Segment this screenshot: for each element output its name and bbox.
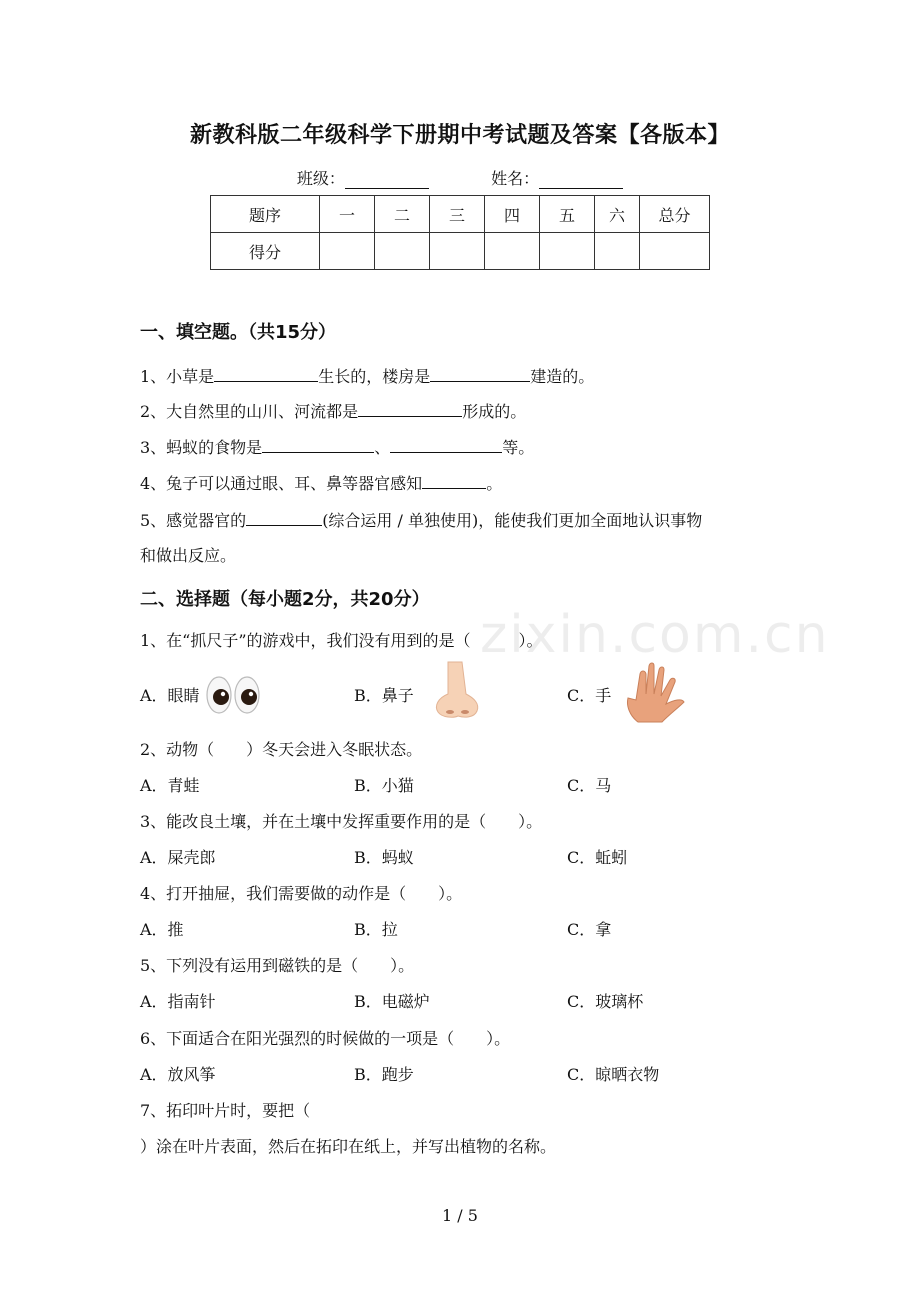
- score-input-cell: [375, 233, 430, 270]
- answer-blank: [214, 365, 318, 382]
- option-c: C．马: [567, 776, 612, 795]
- option-b: B．电磁炉: [354, 992, 430, 1011]
- score-input-cell: [595, 233, 640, 270]
- option-b: B．鼻子: [354, 686, 414, 705]
- score-cell: 题序: [211, 196, 320, 233]
- option-b: B．蚂蚁: [354, 848, 414, 867]
- option-a: A．眼睛: [140, 686, 200, 705]
- q-text: 建造的。: [530, 367, 595, 386]
- q-text: 形成的。: [462, 402, 527, 421]
- eyes-icon: [204, 674, 262, 716]
- choice-question-3: 3、能改良土壤，并在土壤中发挥重要作用的是（ ）。: [140, 812, 543, 831]
- option-c: C．玻璃杯: [567, 992, 644, 1011]
- class-blank: [345, 170, 429, 189]
- choice-question-6: 6、下面适合在阳光强烈的时候做的一项是（ ）。: [140, 1029, 511, 1048]
- option-a: A．推: [140, 920, 184, 939]
- choice-question-1: 1、在“抓尺子”的游戏中，我们没有用到的是（ ）。: [140, 631, 543, 650]
- q-text: 生长的，楼房是: [318, 367, 431, 386]
- score-cell: 二: [375, 196, 430, 233]
- option-a: A．指南针: [140, 992, 216, 1011]
- option-a: A．青蛙: [140, 776, 200, 795]
- watermark: zixin.com.cn: [480, 605, 830, 665]
- hand-icon: [616, 660, 686, 726]
- q-text: 。: [486, 474, 503, 493]
- score-input-cell: [640, 233, 710, 270]
- score-input-cell: [430, 233, 485, 270]
- q-text: 2、大自然里的山川、河流都是: [140, 402, 359, 421]
- class-name-line: [0, 166, 920, 189]
- nose-icon: [432, 660, 480, 720]
- answer-blank: [358, 400, 462, 417]
- choice-question-4: 4、打开抽屉，我们需要做的动作是（ ）。: [140, 884, 463, 903]
- q-text: 4、兔子可以通过眼、耳、鼻等器官感知: [140, 474, 423, 493]
- section2-heading: 二、选择题（每小题2分，共20分）: [140, 589, 430, 610]
- score-input-cell: [485, 233, 540, 270]
- score-table-score-row: [211, 233, 710, 270]
- section1-heading: 一、填空题。（共15分）: [140, 322, 337, 343]
- q-text: 3、蚂蚁的食物是: [140, 438, 263, 457]
- score-table-header-row: [211, 196, 710, 233]
- option-c: C．拿: [567, 920, 612, 939]
- q-text: (综合运用 / 单独使用)，能使我们更加全面地认识事物: [322, 511, 703, 530]
- score-cell: 四: [485, 196, 540, 233]
- choice-question-7: 7、拓印叶片时，要把（: [140, 1101, 311, 1120]
- name-label: 姓名：: [491, 169, 540, 188]
- answer-blank: [390, 436, 502, 453]
- page-number: 1 / 5: [442, 1206, 478, 1225]
- score-table: [210, 195, 710, 270]
- option-b: B．跑步: [354, 1065, 414, 1084]
- option-c: C．蚯蚓: [567, 848, 628, 867]
- score-cell: 总分: [640, 196, 710, 233]
- score-cell: 六: [595, 196, 640, 233]
- fill-question-4: [140, 471, 502, 494]
- answer-blank: [422, 472, 486, 489]
- fill-question-2: [140, 399, 526, 422]
- score-cell: 得分: [211, 233, 320, 270]
- option-a: A．放风筝: [140, 1065, 216, 1084]
- option-b: B．拉: [354, 920, 398, 939]
- choice-question-5: 5、下列没有运用到磁铁的是（ ）。: [140, 956, 415, 975]
- answer-blank: [430, 365, 530, 382]
- q-text: 、: [374, 438, 391, 457]
- page-title: 新教科版二年级科学下册期中考试题及答案【各版本】: [189, 123, 730, 148]
- score-cell: 五: [540, 196, 595, 233]
- fill-question-5: [140, 508, 702, 531]
- fill-question-1: [140, 364, 594, 387]
- fill-question-5-cont: 和做出反应。: [140, 546, 237, 565]
- q-text: 1、小草是: [140, 367, 215, 386]
- score-input-cell: [320, 233, 375, 270]
- score-cell: 三: [430, 196, 485, 233]
- option-b: B．小猫: [354, 776, 414, 795]
- option-c: C．晾晒衣物: [567, 1065, 660, 1084]
- score-input-cell: [540, 233, 595, 270]
- q-text: 等。: [502, 438, 535, 457]
- fill-question-3: [140, 435, 534, 458]
- score-cell: 一: [320, 196, 375, 233]
- class-label: 班级：: [296, 169, 345, 188]
- answer-blank: [246, 509, 322, 526]
- option-a: A．屎壳郎: [140, 848, 216, 867]
- q-text: 5、感觉器官的: [140, 511, 247, 530]
- choice-question-2: 2、动物（ ）冬天会进入冬眠状态。: [140, 740, 423, 759]
- choice-question-7-cont: ）涂在叶片表面，然后在拓印在纸上，并写出植物的名称。: [140, 1137, 557, 1156]
- name-blank: [539, 170, 623, 189]
- answer-blank: [262, 436, 374, 453]
- option-c: C．手: [567, 686, 612, 705]
